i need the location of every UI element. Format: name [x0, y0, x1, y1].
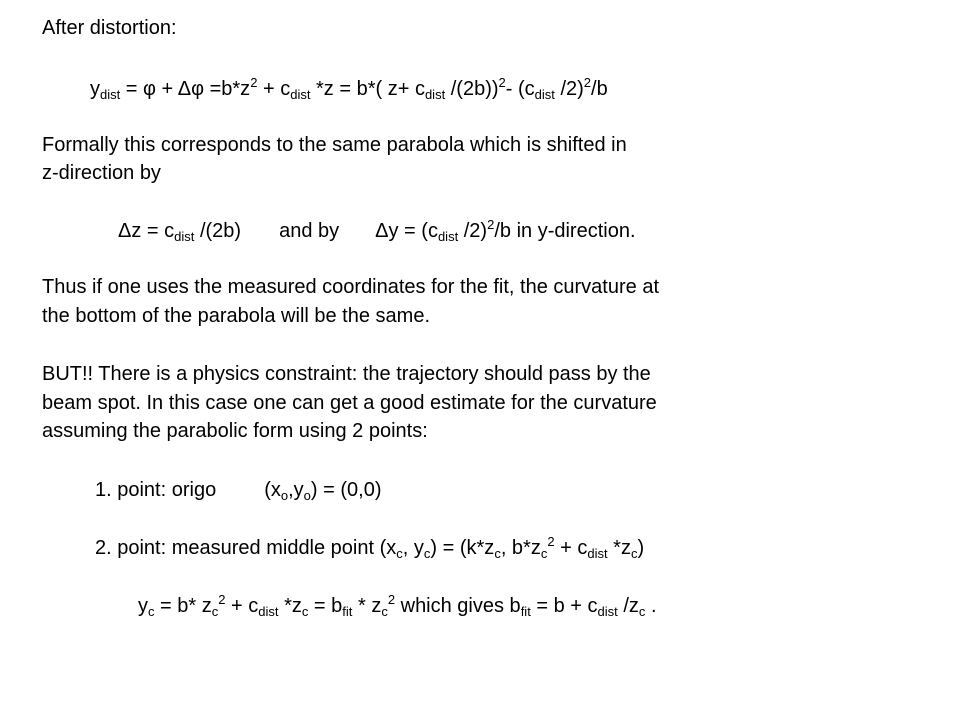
heading: After distortion: — [42, 17, 177, 39]
paragraph-line: the bottom of the parabola will be the same. — [42, 305, 431, 327]
equation-bfit: $y_c = b*$ $z_c^2 + c_{dist}$ $*z_c = b_{fit} * z_c^2$ which gives $b_{fit} = b + c_{dist}$ $/z_c$ . — [138, 592, 657, 619]
paragraph-line: Formally this corresponds to the same parabola which is shifted in — [42, 134, 627, 156]
paragraph-line: beam spot. In this case one can get a good estimate for the curvature — [42, 392, 657, 414]
phi-symbol: φ — [143, 78, 156, 100]
paragraph-line: z-direction by — [42, 162, 161, 184]
paragraph-line: assuming the parabolic form using 2 points: — [42, 420, 428, 442]
paragraph-line: Thus if one uses the measured coordinates for the fit, the curvature at — [42, 276, 660, 298]
equation-ydist: $y_{dist} = \varphi + \Delta\varphi =b*z^2 + c_{dist}$ *z = b*( $z+ c_{dist}$ /(2b))$^2$- ($c_{dist}$ /2)$^2$/b — [90, 75, 608, 102]
paragraph-line: BUT!! There is a physics constraint: the trajectory should pass by the — [42, 363, 651, 385]
point-one: 1. point: origo $(x_o,y_o) = (0,0)$ — [95, 479, 382, 503]
delta-phi-symbol: Δφ — [177, 78, 205, 100]
point-two: 2. point: measured middle point ($x_c$, $y_c) = (k*z_c$, $b*z_c^2 + c_{dist}$ $*z_c$) — [95, 534, 645, 561]
equation-shift: $\Delta z = c_{dist}$ /(2b) and by $\Delta y = (c_{dist}$ /2)$^2$/b in y-direction. — [118, 217, 636, 244]
